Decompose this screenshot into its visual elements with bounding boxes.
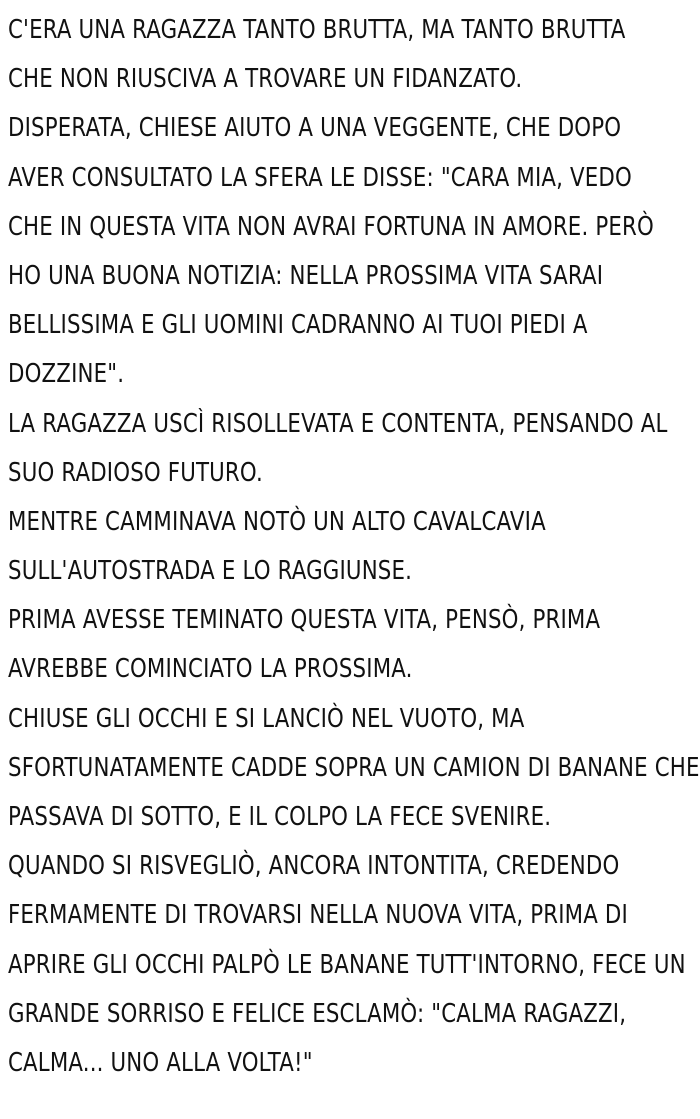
text-line: LA RAGAZZA USCÌ RISOLLEVATA E CONTENTA, PENSANDO AL bbox=[8, 408, 668, 439]
text-line: PASSAVA DI SOTTO, E IL COLPO LA FECE SVENIRE. bbox=[8, 802, 552, 832]
joke-text bbox=[8, 6, 700, 1088]
text-line: CALMA... UNO ALLA VOLTA!" bbox=[8, 1047, 313, 1078]
text-line: DOZZINE". bbox=[8, 359, 125, 390]
text-line: CHIUSE GLI OCCHI E SI LANCIÒ NEL VUOTO, MA bbox=[8, 703, 525, 734]
text-line: PRIMA AVESSE TEMINATO QUESTA VITA, PENSÒ, PRIMA bbox=[8, 605, 601, 636]
text-line: SULL'AUTOSTRADA E LO RAGGIUNSE. bbox=[8, 556, 413, 587]
text-line: CHE IN QUESTA VITA NON AVRAI FORTUNA IN AMORE. PERÒ bbox=[8, 211, 654, 242]
text-line: SUO RADIOSO FUTURO. bbox=[8, 457, 263, 488]
text-line: MENTRE CAMMINAVA NOTÒ UN ALTO CAVALCAVIA bbox=[8, 506, 546, 537]
text-line: DISPERATA, CHIESE AIUTO A UNA VEGGENTE, CHE DOPO bbox=[8, 113, 622, 144]
text-line: APRIRE GLI OCCHI PALPÒ LE BANANE TUTT'INTORNO, FECE UN bbox=[8, 949, 686, 980]
text-line: AVER CONSULTATO LA SFERA LE DISSE: "CARA MIA, VEDO bbox=[8, 162, 632, 193]
text-line: SFORTUNATAMENTE CADDE SOPRA UN CAMION DI BANANE CHE bbox=[8, 752, 700, 783]
text-line: CHE NON RIUSCIVA A TROVARE UN FIDANZATO. bbox=[8, 64, 523, 95]
text-line: GRANDE SORRISO E FELICE ESCLAMÒ: "CALMA RAGAZZI, bbox=[8, 998, 627, 1029]
text-line: C'ERA UNA RAGAZZA TANTO BRUTTA, MA TANTO BRUTTA bbox=[8, 15, 626, 45]
text-line: AVREBBE COMINCIATO LA PROSSIMA. bbox=[8, 654, 413, 685]
text-line: FERMAMENTE DI TROVARSI NELLA NUOVA VITA, PRIMA DI bbox=[8, 900, 628, 931]
text-line: HO UNA BUONA NOTIZIA: NELLA PROSSIMA VITA SARAI bbox=[8, 260, 604, 291]
text-line: BELLISSIMA E GLI UOMINI CADRANNO AI TUOI PIEDI A bbox=[8, 310, 588, 341]
text-line: QUANDO SI RISVEGLIÒ, ANCORA INTONTITA, CREDENDO bbox=[8, 851, 620, 882]
